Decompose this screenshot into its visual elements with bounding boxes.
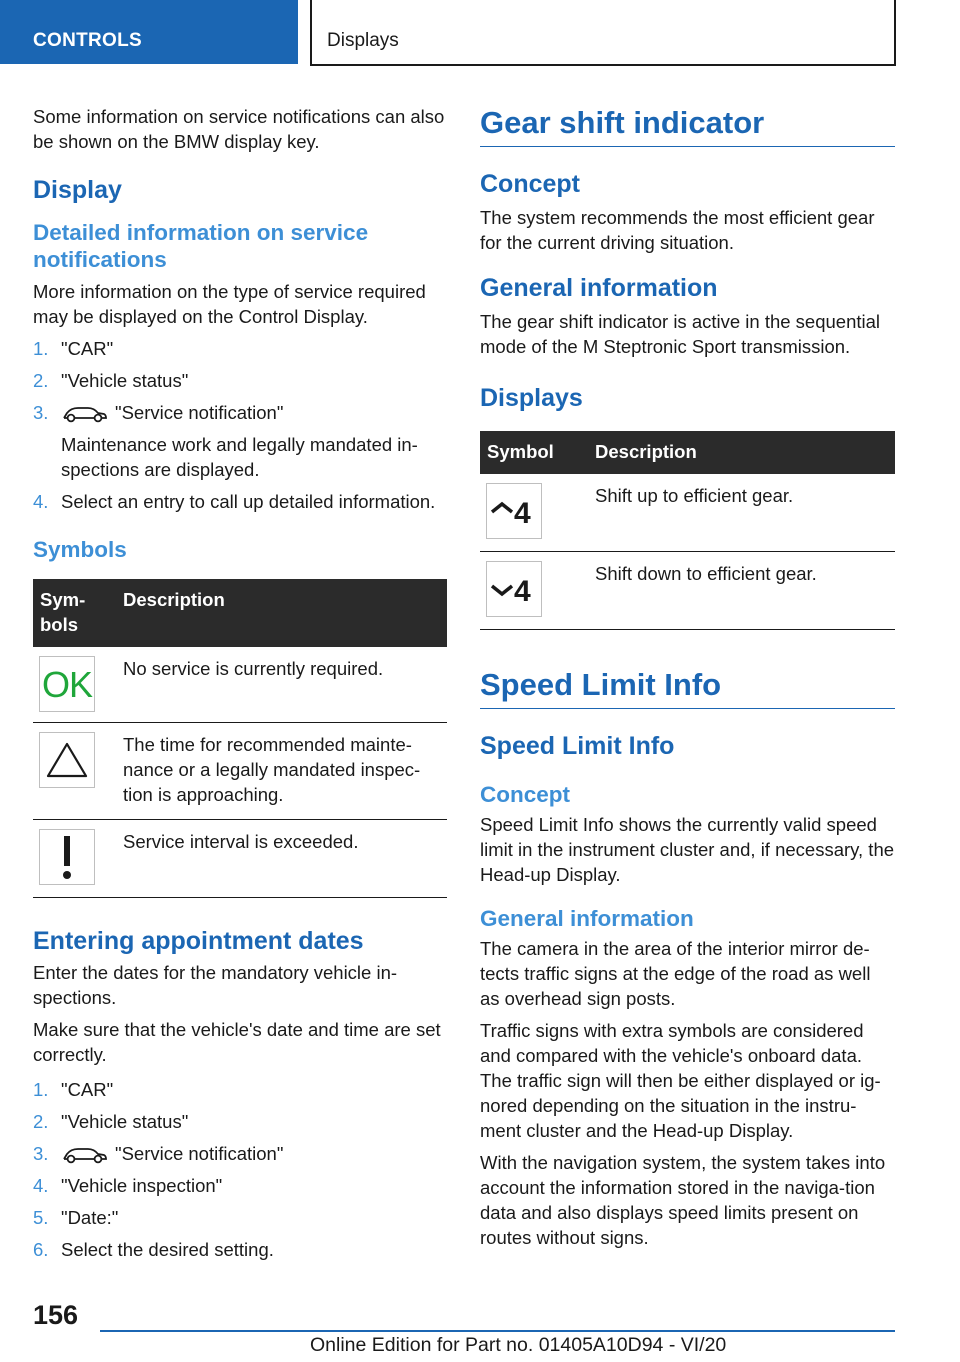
speed-limit-sub-heading: Speed Limit Info: [480, 732, 675, 760]
step-note: Maintenance work and legally mandated in-spections are displayed.: [61, 434, 418, 480]
list-item: 1. "CAR": [33, 1079, 114, 1100]
speed-general-text-2: Traffic signs with extra symbols are considered and compared with the vehicle's onboard data. The traffic sign will then be either displayed or ig-nored depending on the situation in the instru-ment cluster and the Head-up Display.: [480, 1020, 881, 1141]
edition-text: Online Edition for Part no. 01405A10D94 - VI/20: [310, 1334, 727, 1356]
exclamation-icon: [39, 829, 95, 885]
page-number: 156: [33, 1300, 79, 1330]
header-chapter-tab: [310, 0, 896, 66]
symbols-col-header: Sym-bols: [33, 579, 116, 647]
footer-divider: [100, 1330, 895, 1332]
table-row: [480, 474, 895, 552]
detail-steps-list: [33, 336, 447, 514]
speed-concept-heading: Concept: [480, 782, 570, 807]
list-item: 6. Select the desired setting.: [33, 1239, 274, 1260]
display-heading: Display: [33, 176, 122, 204]
symbol-col-header: Symbol: [480, 431, 588, 474]
left-column: [33, 104, 447, 1272]
header-section-label: CONTROLS: [33, 30, 143, 51]
general-info-text: The gear shift indicator is active in the sequential mode of the M Steptronic Sport transmission.: [480, 311, 881, 357]
speed-general-text-3: With the navigation system, the system takes into account the information stored in the naviga-tion data and also displays speed limits present on routes without signs.: [480, 1152, 886, 1248]
ok-icon: OK: [39, 656, 95, 712]
shift-up-4-icon: [486, 483, 542, 539]
symbol-description: The time for recommended mainte-nance or a legally mandated inspec-tion is approaching.: [116, 723, 447, 820]
detail-text: More information on the type of service required may be displayed on the Control Display.: [33, 281, 426, 327]
list-item: 1. "CAR": [33, 338, 114, 359]
list-item: 2. "Vehicle status": [33, 370, 189, 391]
description-col-header: Description: [116, 579, 447, 647]
display-description: Shift down to efficient gear.: [588, 552, 895, 630]
concept-heading: Concept: [480, 170, 580, 198]
intro-text: Some information on service notifications can also be shown on the BMW display key.: [33, 106, 445, 152]
header-section-tab: [0, 0, 298, 64]
general-info-heading: General information: [480, 274, 718, 302]
detail-heading: Detailed information on service notifications: [33, 220, 369, 272]
table-row: [480, 552, 895, 630]
displays-table: [480, 431, 895, 630]
appointment-steps-list: [33, 1077, 447, 1262]
symbol-description: Service interval is exceeded.: [116, 820, 447, 898]
shift-down-4-icon: [486, 561, 542, 617]
car-icon: [61, 1145, 107, 1165]
table-row: [33, 647, 447, 723]
speed-limit-heading: Speed Limit Info: [480, 666, 895, 709]
description-col-header: Description: [588, 431, 895, 474]
list-item: 3. "Service notification": [33, 1143, 284, 1164]
speed-concept-text: Speed Limit Info shows the currently valid speed limit in the instrument cluster and, if necessary, the Head-up Display.: [480, 814, 895, 885]
list-item: 4. Select an entry to call up detailed information.: [33, 491, 436, 512]
header-chapter-label: Displays: [327, 30, 399, 51]
concept-text: The system recommends the most efficient gear for the current driving situation.: [480, 207, 875, 253]
symbols-heading: Symbols: [33, 537, 127, 562]
speed-general-heading: General information: [480, 906, 694, 931]
warning-triangle-icon: [39, 732, 95, 788]
displays-heading: Displays: [480, 384, 583, 412]
symbols-table: [33, 579, 447, 898]
list-item: 5. "Date:": [33, 1207, 119, 1228]
car-icon: [61, 404, 107, 424]
gear-shift-heading: Gear shift indicator: [480, 104, 895, 147]
table-row: [33, 723, 447, 820]
svg-text:4: 4: [514, 575, 531, 604]
svg-text:4: 4: [514, 497, 531, 526]
symbol-description: No service is currently required.: [116, 647, 447, 723]
appointment-heading: Entering appointment dates: [33, 927, 364, 955]
appointment-text-1: Enter the dates for the mandatory vehicle in-spections.: [33, 962, 398, 1008]
right-column: [480, 104, 895, 1257]
list-item: 2. "Vehicle status": [33, 1111, 189, 1132]
appointment-text-2: Make sure that the vehicle's date and time are set correctly.: [33, 1019, 441, 1065]
display-description: Shift up to efficient gear.: [588, 474, 895, 552]
list-item: 3. "Service notification" Maintenance work and legally mandated in-spections are displayed.: [33, 400, 447, 482]
speed-general-text-1: The camera in the area of the interior mirror de-tects traffic signs at the edge of the road as well as overhead sign posts.: [480, 938, 871, 1009]
list-item: 4. "Vehicle inspection": [33, 1175, 223, 1196]
table-row: [33, 820, 447, 898]
